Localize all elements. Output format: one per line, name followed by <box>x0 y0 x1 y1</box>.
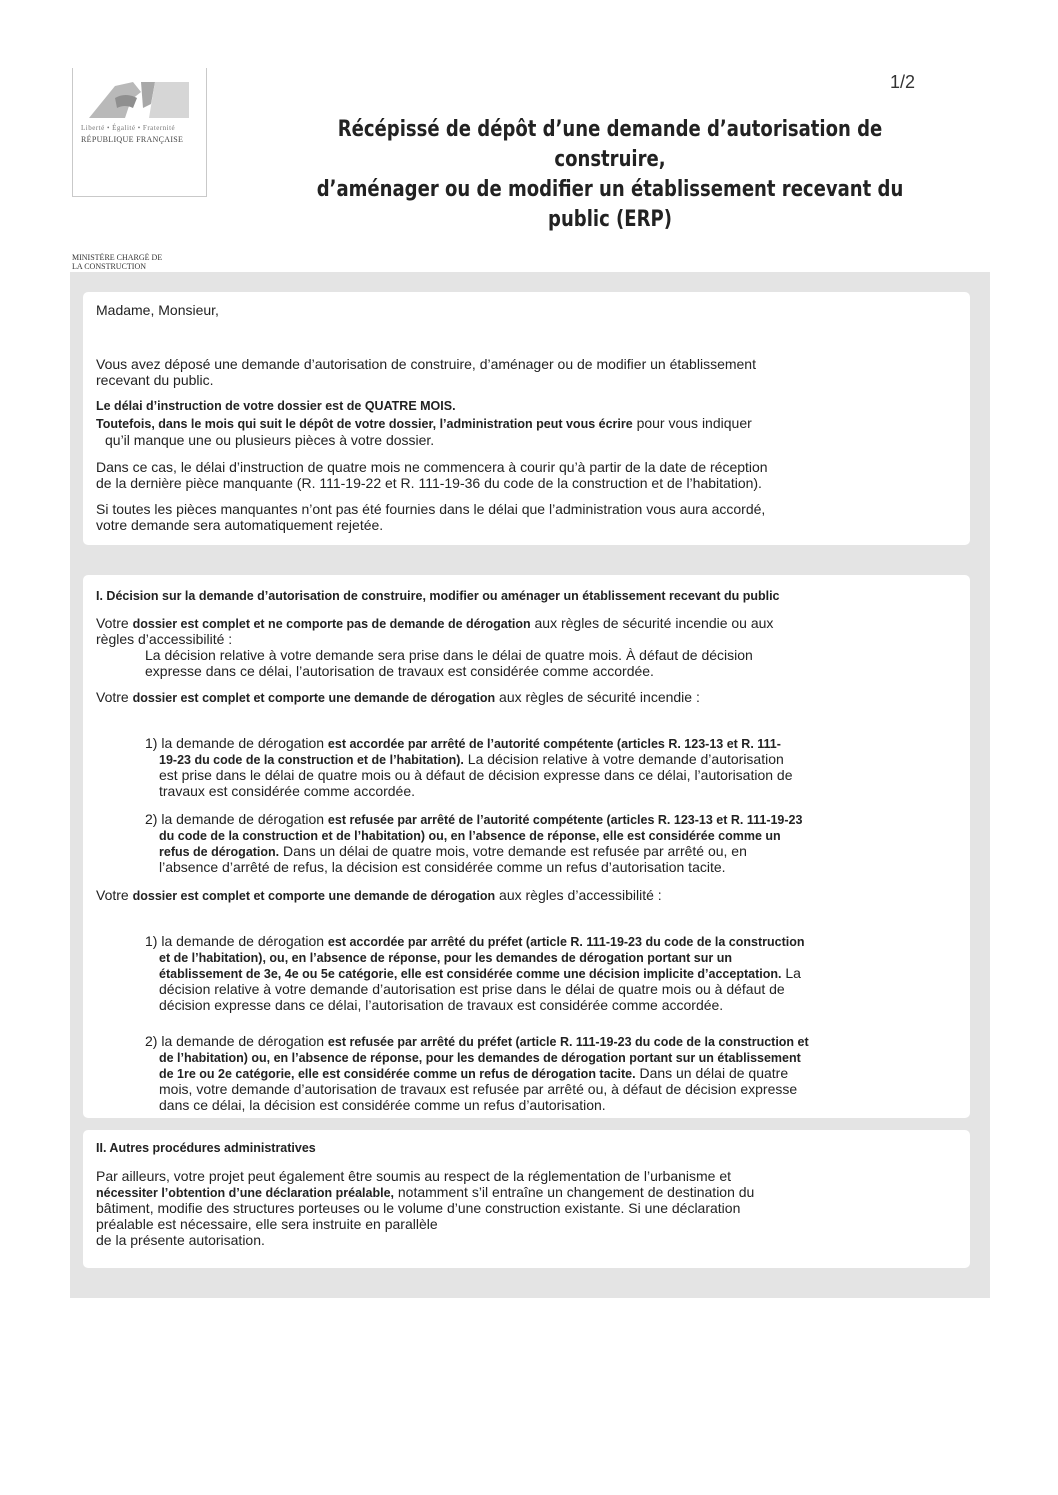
s1-b1-line4: travaux est considérée comme accordée. <box>159 783 416 799</box>
s1-a-line2: règles d’accessibilité : <box>96 631 233 647</box>
s1-b-bold: dossier est complet et comporte une demande de dérogation <box>132 691 496 705</box>
s1-a-indent1: La décision relative à votre demande sera prise dans le délai de quatre mois. À défaut de décision <box>145 647 753 663</box>
s1-a-rest: aux règles de sécurité incendie ou aux <box>530 615 774 631</box>
section-2-heading: II. Autres procédures administratives <box>96 1141 316 1155</box>
intro-p1-line2: recevant du public. <box>96 372 214 388</box>
s1-c-pre: Votre <box>96 887 133 903</box>
s1-a-pre: Votre <box>96 615 133 631</box>
ministry-label <box>72 253 162 269</box>
s1-a-line1 <box>96 615 773 632</box>
s1-b2-rest3: Dans un délai de quatre mois, votre demande est refusée par arrêté ou, en <box>279 843 747 859</box>
section-decision-panel <box>83 575 970 1118</box>
s1-c1-bold2: et de l’habitation), ou, en l’absence de réponse, pour les demandes de dérogation portant sur un <box>159 951 733 965</box>
s1-c1-bold3: établissement de 3e, 4e ou 5e catégorie, elle est considérée comme une décision implicite d’acceptation. <box>159 967 782 981</box>
s1-c2-line1 <box>145 1033 809 1050</box>
s1-b1-line3: est prise dans le délai de quatre mois ou à défaut de décision expresse dans ce délai, l’autorisation de <box>159 767 793 783</box>
s2-line5: de la présente autorisation. <box>96 1232 265 1248</box>
intro-p2-bold: Toutefois, dans le mois qui suit le dépôt de votre dossier, l’administration peut vous écrire <box>96 417 633 431</box>
s2-line2 <box>96 1184 754 1201</box>
s1-b-rest: aux règles de sécurité incendie : <box>495 689 700 705</box>
s1-c2-bold1: est refusée par arrêté du préfet (article R. 111-19-23 du code de la construction et <box>327 1035 809 1049</box>
s1-c2-line2 <box>159 1049 801 1066</box>
s1-c1-line5: décision expresse dans ce délai, l’autorisation de travaux est considérée comme accordée. <box>159 997 724 1013</box>
s2-line3: bâtiment, modifie des structures porteuses ou le volume d’une construction existante. Si une déclaration <box>96 1200 741 1216</box>
s1-c2-line3 <box>159 1065 788 1082</box>
document-title <box>286 115 934 235</box>
ministry-line-1: MINISTÈRE CHARGÉ DE <box>72 253 163 262</box>
logo-motto: Liberté • Égalité • Fraternité <box>81 124 176 132</box>
intro-p3-line1: Dans ce cas, le délai d’instruction de quatre mois ne commencera à courir qu’à partir de la date de réception <box>96 459 768 475</box>
s1-b1-bold1: est accordée par arrêté de l’autorité compétente (articles R. 123-13 et R. 111- <box>327 737 781 751</box>
s1-b2-line2 <box>159 827 781 844</box>
s1-b1-bold2: 19-23 du code de la construction et de l’habitation). <box>159 753 464 767</box>
intro-panel <box>83 292 970 545</box>
marianne-icon <box>85 78 193 122</box>
s1-c1-line3 <box>159 965 801 982</box>
title-line-1: Récépissé de dépôt d’une demande d’autorisation de construire, <box>337 117 883 172</box>
s1-c-line <box>96 887 662 904</box>
s1-a-bold: dossier est complet et ne comporte pas de demande de dérogation <box>132 617 531 631</box>
s1-b-pre: Votre <box>96 689 133 705</box>
ministry-line-2: LA CONSTRUCTION <box>72 262 147 269</box>
s1-b1-rest2: La décision relative à votre demande d’autorisation <box>463 751 784 767</box>
title-line-2: d’aménager ou de modifier un établissement recevant du public (ERP) <box>316 177 904 232</box>
s1-b1-line1 <box>145 735 781 752</box>
intro-p2-line3: qu’il manque une ou plusieurs pièces à votre dossier. <box>105 432 435 448</box>
s1-b2-pre: 2) la demande de dérogation <box>145 811 328 827</box>
s1-b2-bold1: est refusée par arrêté de l’autorité compétente (articles R. 123-13 et R. 111-19-23 <box>327 813 803 827</box>
section-1-heading: I. Décision sur la demande d’autorisation de construire, modifier ou aménager un établissement recevant du public <box>96 589 780 603</box>
s1-c2-rest3: Dans un délai de quatre <box>635 1065 789 1081</box>
s1-c1-line4: décision relative à votre demande d’autorisation est prise dans le délai de quatre mois ou à défaut de <box>159 981 785 997</box>
intro-p4-line2: votre demande sera automatiquement rejetée. <box>96 517 384 533</box>
s1-b2-line4: l’absence d’arrêté de refus, la décision est considérée comme un refus d’autorisation tacite. <box>159 859 726 875</box>
s2-line4: préalable est nécessaire, elle sera instruite en parallèle <box>96 1216 438 1232</box>
s1-c2-pre: 2) la demande de dérogation <box>145 1033 328 1049</box>
intro-p3-line2: de la dernière pièce manquante (R. 111-19-22 et R. 111-19-36 du code de la construction et de l’habitation). <box>96 475 762 491</box>
intro-p2-rest: pour vous indiquer <box>632 415 752 431</box>
s1-c1-line2 <box>159 949 732 966</box>
s1-c2-bold3: de 1re ou 2e catégorie, elle est considérée comme un refus de dérogation tacite. <box>159 1067 636 1081</box>
s1-c2-bold2: de l’habitation) ou, en l’absence de réponse, pour les demandes de dérogation portant sur un établissement <box>159 1051 801 1065</box>
s1-b1-line2 <box>159 751 784 768</box>
s1-c2-line5: dans ce délai, la décision est considérée comme un refus d’autorisation. <box>159 1097 606 1113</box>
s1-c1-bold1: est accordée par arrêté du préfet (article R. 111-19-23 du code de la construction <box>327 935 805 949</box>
s2-line2-bold: nécessiter l’obtention d’une déclaration préalable, <box>96 1186 394 1200</box>
s1-b2-line3 <box>159 843 747 860</box>
s1-c1-rest3: La <box>781 965 801 981</box>
intro-p2-line2 <box>96 415 752 432</box>
intro-delay: Le délai d’instruction de votre dossier est de QUATRE MOIS. <box>96 399 456 413</box>
s1-c1-pre: 1) la demande de dérogation <box>145 933 328 949</box>
s1-b2-bold2: du code de la construction et de l’habitation) ou, en l’absence de réponse, elle est considérée comme un <box>159 829 781 843</box>
s1-b-line <box>96 689 700 706</box>
logo-republic-text: RÉPUBLIQUE FRANÇAISE <box>81 135 184 144</box>
s1-b2-bold3: refus de dérogation. <box>159 845 280 859</box>
intro-p4-line1: Si toutes les pièces manquantes n’ont pas été fournies dans le délai que l’administration vous aura accordé, <box>96 501 766 517</box>
s2-line2-rest: notamment s’il entraîne un changement de destination du <box>394 1184 755 1200</box>
s1-a-indent2: expresse dans ce délai, l’autorisation de travaux est considérée comme accordée. <box>145 663 654 679</box>
republique-francaise-logo <box>72 68 207 197</box>
s2-line1: Par ailleurs, votre projet peut également être soumis au respect de la réglementation de l’urbanisme et <box>96 1168 732 1184</box>
s1-c-rest: aux règles d’accessibilité : <box>495 887 662 903</box>
page-number: 1/2 <box>890 72 916 92</box>
section-other-procedures-panel <box>83 1130 970 1268</box>
s1-b1-pre: 1) la demande de dérogation <box>145 735 328 751</box>
s1-c1-line1 <box>145 933 804 950</box>
salutation: Madame, Monsieur, <box>96 302 219 318</box>
s1-b2-line1 <box>145 811 802 828</box>
intro-p1-line1: Vous avez déposé une demande d’autorisation de construire, d’aménager ou de modifier un établissement <box>96 356 756 372</box>
s1-c-bold: dossier est complet et comporte une demande de dérogation <box>132 889 496 903</box>
s1-c2-line4: mois, votre demande d’autorisation de travaux est refusée par arrêté ou, à défaut de décision expresse <box>159 1081 798 1097</box>
